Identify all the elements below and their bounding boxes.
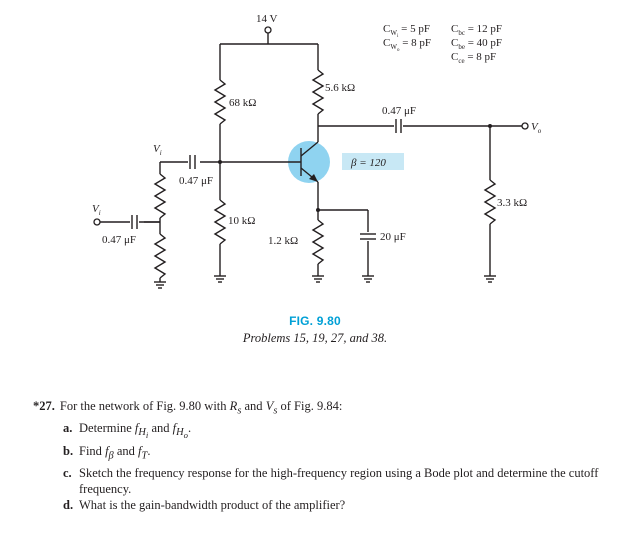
output-voltage-label: $V_o$ <box>531 121 542 135</box>
resistor-source <box>155 174 165 218</box>
resistor-10k <box>215 200 225 244</box>
figure-label: FIG. 9.80 <box>289 314 341 328</box>
beta-label: β = 120 <box>351 157 386 169</box>
stem-text-b: of Fig. 9.84: <box>277 399 343 413</box>
capacitor-output <box>396 119 401 133</box>
capacitor-emitter-label: 20 μF <box>380 231 406 243</box>
part-c-text: Sketch the frequency response for the high-frequency region using a Bode plot and determine the cutoff frequency. <box>79 465 599 496</box>
resistor-3.3k <box>485 180 495 224</box>
resistor-source-lower <box>155 234 165 278</box>
problem-number: *27. <box>33 399 55 413</box>
svg-text:Cbc = 12 pF: $C_{bc} = 12$ pF <box>451 23 503 37</box>
stem-rs: $R_s$ <box>229 399 242 417</box>
svg-text:Cce = 8 pF: $C_{ce} = 8$ pF <box>451 51 497 65</box>
capacitor-output-label: 0.47 μF <box>382 105 417 117</box>
resistor-1.2k-label: 1.2 kΩ <box>268 235 299 247</box>
source-terminal <box>94 219 100 225</box>
part-a-text: Determine $f_{H_i}$ and $f_{H_o}$. <box>79 420 192 441</box>
part-d-letter: d. <box>63 497 74 512</box>
output-terminal <box>522 123 528 129</box>
stem-and: and <box>241 399 266 413</box>
ground-symbols <box>154 276 496 288</box>
capacitance-specs <box>383 23 502 65</box>
supply-label: 14 V <box>256 13 278 25</box>
input-voltage-label: $V_i$ <box>153 143 162 157</box>
capacitor-input <box>190 155 195 169</box>
stem-vs: $V_s$ <box>265 399 278 417</box>
resistor-68k-label: 68 kΩ <box>229 97 257 109</box>
part-b <box>33 443 613 465</box>
source-voltage-label: $V_i$ <box>92 203 101 217</box>
capacitor-input-label: 0.47 μF <box>179 175 214 187</box>
resistor-10k-label: 10 kΩ <box>228 215 256 227</box>
problem-stem <box>33 398 613 420</box>
svg-text:Cbe = 40 pF: $C_{be} = 40$ pF <box>451 37 503 51</box>
supply-terminal <box>265 27 271 44</box>
resistor-5.6k-label: 5.6 kΩ <box>325 82 356 94</box>
resistor-68k <box>215 80 225 124</box>
capacitor-source-label: 0.47 μF <box>102 234 137 246</box>
problem-27 <box>33 398 613 513</box>
capacitor-source <box>132 215 137 229</box>
svg-text:CWi = 5 pF: $C_Wi = 5$ pF <box>383 23 430 39</box>
part-c-letter: c. <box>63 465 72 480</box>
part-a-letter: a. <box>63 420 73 435</box>
part-a <box>33 420 613 444</box>
stem-text-a: For the network of Fig. 9.80 with <box>59 399 230 413</box>
figure-caption: Problems 15, 19, 27, and 38. <box>242 331 388 345</box>
resistor-3.3k-label: 3.3 kΩ <box>497 197 528 209</box>
part-c <box>33 465 613 497</box>
part-b-text: Find $f_\beta$ and $f_T$. <box>79 444 151 462</box>
part-b-letter: b. <box>63 444 74 459</box>
resistor-1.2k <box>313 220 323 264</box>
capacitor-emitter-bypass <box>360 234 376 239</box>
part-d <box>33 497 613 513</box>
svg-text:CWo = 8 pF: $C_Wo = 8$ pF <box>383 37 432 53</box>
part-d-text: What is the gain-bandwidth product of the amplifier? <box>79 497 346 512</box>
resistor-5.6k <box>313 70 323 114</box>
